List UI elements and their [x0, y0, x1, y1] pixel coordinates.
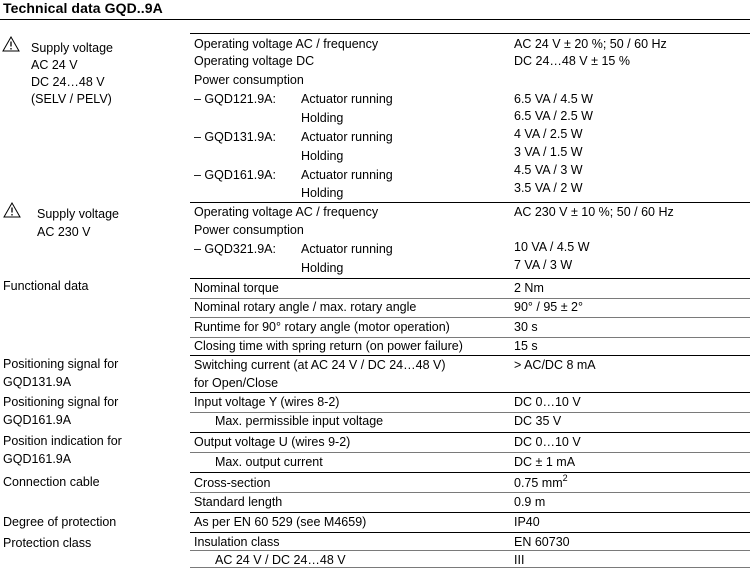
value-gqd131-holding: 3 VA / 1.5 W — [514, 145, 583, 159]
value-gqd321-running: 10 VA / 4.5 W — [514, 240, 590, 254]
value-insulation-class: EN 60730 — [514, 535, 570, 549]
label-input-voltage-y: Input voltage Y (wires 8-2) — [194, 395, 340, 409]
label-actuator-running: Actuator running — [301, 92, 393, 106]
warning-icon — [2, 36, 20, 52]
label-max-input-voltage: Max. permissible input voltage — [215, 414, 384, 428]
section-supply-24v-ac: AC 24 V — [31, 58, 78, 72]
value-input-voltage-y: DC 0…10 V — [514, 395, 581, 409]
row-divider — [190, 298, 750, 299]
label-output-voltage-u: Output voltage U (wires 9-2) — [194, 435, 351, 449]
row-divider — [190, 317, 750, 318]
label-holding: Holding — [301, 149, 344, 163]
row-divider — [190, 337, 750, 338]
section-divider — [190, 33, 750, 34]
label-actuator-running: Actuator running — [301, 130, 393, 144]
value-gqd121-running: 6.5 VA / 4.5 W — [514, 92, 593, 106]
label-rotary-angle: Nominal rotary angle / max. rotary angle — [194, 300, 417, 314]
section-divider — [190, 472, 750, 473]
label-power-consumption-230: Power consumption — [194, 223, 304, 237]
label-en-60529: As per EN 60 529 (see M4659) — [194, 515, 367, 529]
section-position-indication-model: GQD161.9A — [3, 452, 72, 466]
model-gqd131: – GQD131.9A: — [194, 130, 276, 144]
section-positioning-161: Positioning signal for — [3, 395, 119, 409]
label-actuator-running: Actuator running — [301, 242, 393, 256]
section-divider — [190, 202, 750, 203]
section-positioning-131-model: GQD131.9A — [3, 375, 72, 389]
section-position-indication: Position indication for — [3, 434, 122, 448]
value-class-iii: III — [514, 553, 525, 567]
label-operating-voltage-ac-230: Operating voltage AC / frequency — [194, 205, 379, 219]
warning-icon — [3, 202, 21, 218]
label-actuator-running: Actuator running — [301, 168, 393, 182]
model-gqd161: – GQD161.9A: — [194, 168, 276, 182]
row-divider — [190, 550, 750, 551]
label-ac-dc-voltage: AC 24 V / DC 24…48 V — [215, 553, 346, 567]
label-holding: Holding — [301, 261, 344, 275]
value-gqd131-running: 4 VA / 2.5 W — [514, 127, 583, 141]
label-runtime: Runtime for 90° rotary angle (motor operation) — [194, 320, 450, 334]
value-gqd121-holding: 6.5 VA / 2.5 W — [514, 109, 593, 123]
section-positioning-131: Positioning signal for — [3, 357, 119, 371]
section-divider — [190, 355, 750, 356]
label-operating-voltage-ac: Operating voltage AC / frequency — [194, 37, 379, 51]
value-max-output-current: DC ± 1 mA — [514, 455, 576, 469]
section-functional-data: Functional data — [3, 279, 89, 293]
value-gqd321-holding: 7 VA / 3 W — [514, 258, 573, 272]
section-protection-class: Protection class — [3, 536, 92, 550]
section-degree-protection: Degree of protection — [3, 515, 117, 529]
row-divider — [190, 492, 750, 493]
label-holding: Holding — [301, 186, 344, 200]
label-operating-voltage-dc: Operating voltage DC — [194, 54, 315, 68]
value-output-voltage-u: DC 0…10 V — [514, 435, 581, 449]
value-cross-section: 0.75 $mm^2$ — [514, 472, 568, 490]
label-power-consumption: Power consumption — [194, 73, 304, 87]
value-rotary-angle: 90° / 95 ± 2° — [514, 300, 583, 314]
label-max-output-current: Max. output current — [215, 455, 323, 469]
model-gqd121: – GQD121.9A: — [194, 92, 276, 106]
label-holding: Holding — [301, 111, 344, 125]
label-cross-section: Cross-section — [194, 476, 271, 490]
label-switching-open-close: for Open/Close — [194, 376, 279, 390]
value-operating-voltage-dc: DC 24…48 V ± 15 % — [514, 54, 630, 68]
value-gqd161-running: 4.5 VA / 3 W — [514, 163, 583, 177]
model-gqd321: – GQD321.9A: — [194, 242, 276, 256]
label-switching-current: Switching current (at AC 24 V / DC 24…48 V) — [194, 358, 446, 372]
section-divider — [190, 278, 750, 279]
value-closing-time: 15 s — [514, 339, 538, 353]
section-supply-24v-title: Supply voltage — [31, 41, 114, 55]
value-ip-rating: IP40 — [514, 515, 540, 529]
value-operating-voltage-ac: AC 24 V ± 20 %; 50 / 60 Hz — [514, 37, 667, 51]
section-positioning-161-model: GQD161.9A — [3, 413, 72, 427]
label-standard-length: Standard length — [194, 495, 283, 509]
label-insulation-class: Insulation class — [194, 535, 280, 549]
section-divider — [190, 532, 750, 533]
value-max-input-voltage: DC 35 V — [514, 414, 562, 428]
section-connection-cable: Connection cable — [3, 475, 100, 489]
label-nominal-torque: Nominal torque — [194, 281, 279, 295]
row-divider — [190, 452, 750, 453]
section-supply-24v-dc: DC 24…48 V — [31, 75, 105, 89]
page-title: Technical data GQD..9A — [3, 0, 163, 16]
value-switching-current: > AC/DC 8 mA — [514, 358, 596, 372]
value-nominal-torque: 2 Nm — [514, 281, 544, 295]
label-closing-time: Closing time with spring return (on power failure) — [194, 339, 463, 353]
section-divider — [190, 512, 750, 513]
row-divider — [190, 412, 750, 413]
title-rule — [0, 19, 750, 20]
value-runtime: 30 s — [514, 320, 538, 334]
value-gqd161-holding: 3.5 VA / 2 W — [514, 181, 583, 195]
value-operating-voltage-ac-230: AC 230 V ± 10 %; 50 / 60 Hz — [514, 205, 674, 219]
value-standard-length: 0.9 m — [514, 495, 546, 509]
section-supply-230v-title: Supply voltage — [37, 207, 120, 221]
section-divider — [190, 392, 750, 393]
section-supply-24v-selv: (SELV / PELV) — [31, 92, 112, 106]
section-divider — [190, 432, 750, 433]
section-supply-230v-ac: AC 230 V — [37, 225, 91, 239]
